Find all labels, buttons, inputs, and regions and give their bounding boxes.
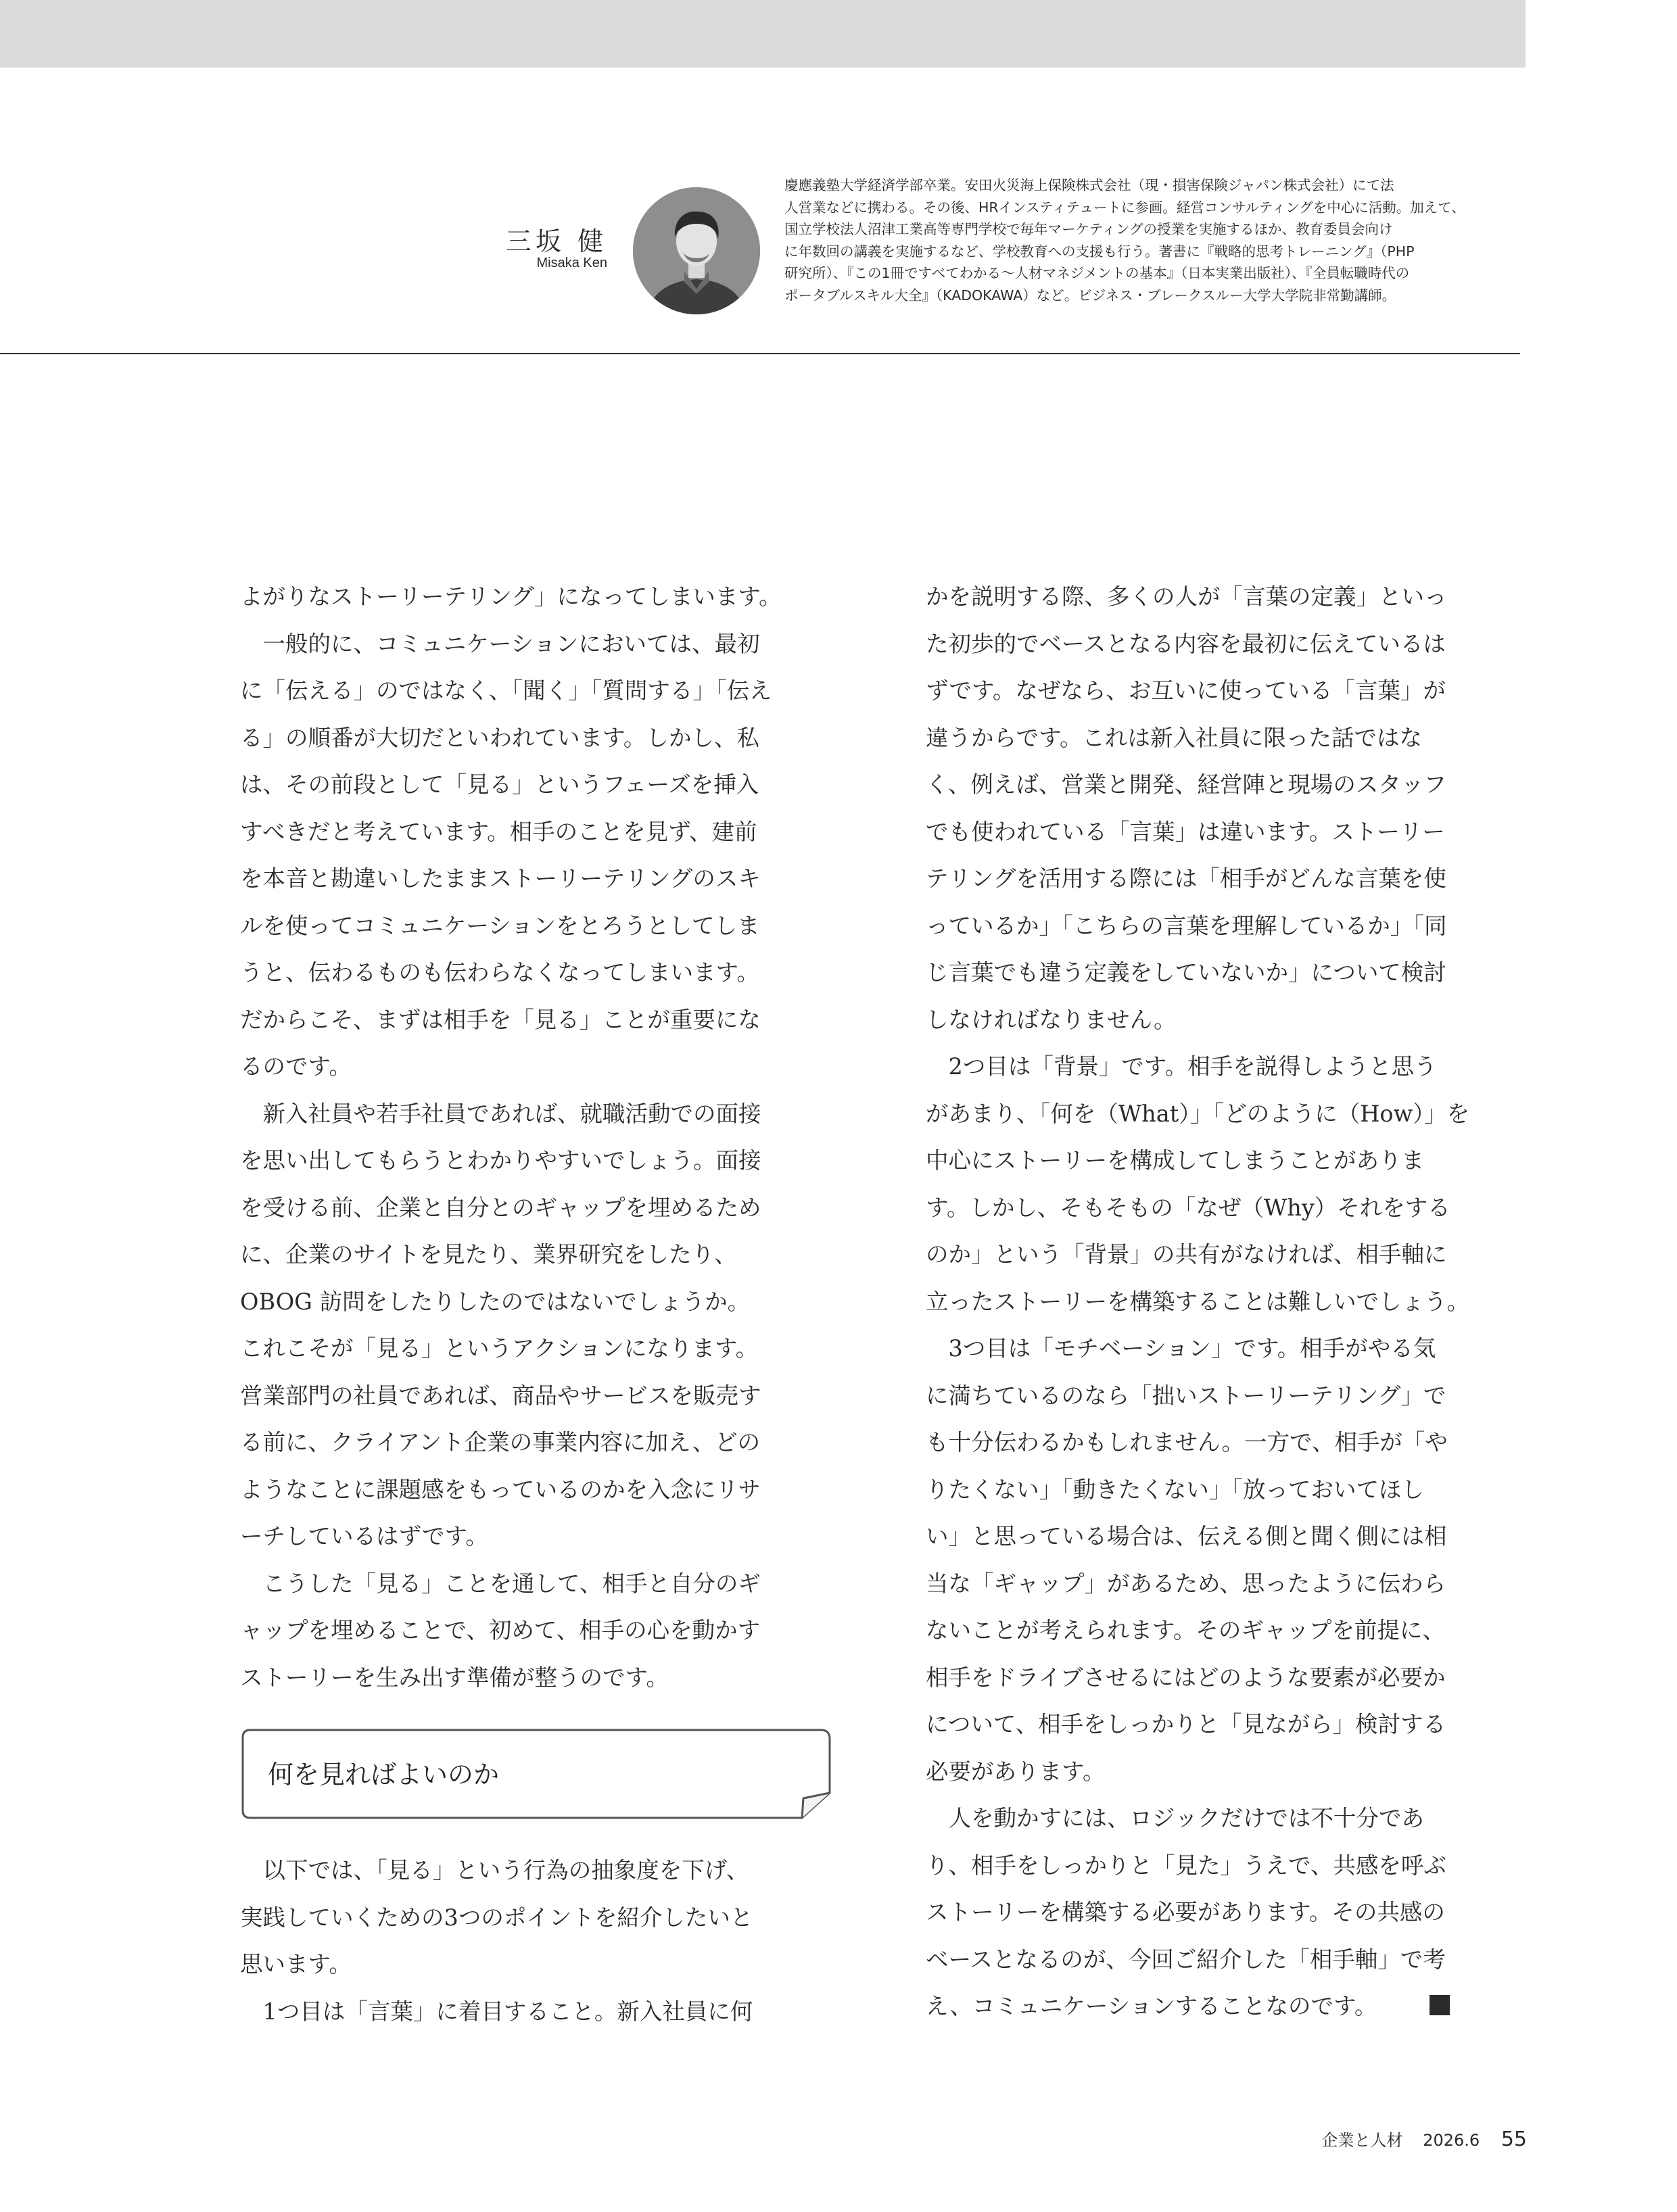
text-line: があまり、「何を（What）」「どのように（How）」を	[926, 1100, 1469, 1127]
magazine-title: 企業と人材	[1321, 2131, 1403, 2150]
text-line: は、その前段として「見る」というフェーズを挿入	[240, 771, 759, 798]
text-line: これこそが「見る」というアクションになります。	[240, 1335, 759, 1362]
text-line: に満ちているのなら「拙いストーリーテリング」で	[926, 1382, 1446, 1409]
text-line: 立ったストーリーを構築することは難しいでしょう。	[926, 1288, 1469, 1315]
text-line: じ言葉でも違う定義をしていないか」について検討	[926, 959, 1446, 986]
page-number: 55	[1501, 2127, 1527, 2151]
divider-rule	[0, 353, 1520, 354]
section-heading-box	[241, 1728, 832, 1820]
text-line: 営業部門の社員であれば、商品やサービスを販売す	[240, 1382, 761, 1409]
text-line: す。しかし、そもそもの「なぜ（Why）それをする	[926, 1194, 1450, 1221]
text-line: り、相手をしっかりと「見た」うえで、共感を呼ぶ	[926, 1852, 1446, 1879]
text-line: かを説明する際、多くの人が「言葉の定義」といっ	[926, 583, 1447, 610]
text-line: るのです。	[240, 1053, 352, 1080]
text-line: を本音と勘違いしたままストーリーテリングのスキ	[240, 865, 761, 892]
bio-line: 慶應義塾大学経済学部卒業。安田火災海上保険株式会社（現・損害保険ジャパン株式会社）にて法	[784, 177, 1394, 193]
text-line: た初歩的でベースとなる内容を最初に伝えているは	[926, 630, 1446, 657]
text-line: よがりなストーリーテリング」になってしまいます。	[240, 583, 782, 610]
text-line: について、相手をしっかりと「見ながら」検討する	[926, 1711, 1446, 1737]
text-line: 以下では、「見る」という行為の抽象度を下げ、	[240, 1857, 749, 1883]
text-line: うと、伝わるものも伝わらなくなってしまいます。	[240, 959, 759, 986]
text-line: に「伝える」のではなく、「聞く」「質問する」「伝え	[240, 677, 772, 704]
bio-line: ポータブルスキル大全』（KADOKAWA）など。ビジネス・ブレークスルー大学大学院非常勤講師。	[784, 287, 1396, 304]
text-line: ずです。なぜなら、お互いに使っている「言葉」が	[926, 677, 1446, 704]
text-line: 新入社員や若手社員であれば、就職活動での面接	[240, 1100, 761, 1127]
bio-line: 人営業などに携わる。その後、HRインスティテュートに参画。経営コンサルティングを中心に活動。加えて、	[784, 199, 1465, 216]
text-line: OBOG 訪問をしたりしたのではないでしょうか。	[240, 1288, 751, 1315]
text-line: 当な「ギャップ」があるため、思ったように伝わら	[926, 1570, 1446, 1597]
text-line: っているか」「こちらの言葉を理解しているか」「同	[926, 912, 1447, 939]
text-line: りたくない」「動きたくない」「放っておいてほし	[926, 1476, 1424, 1503]
final-text: え、コミュニケーションすることなのです。	[926, 1993, 1377, 2019]
text-line: 2つ目は「背景」です。相手を説得しようと思う	[926, 1053, 1437, 1080]
text-line: に、企業のサイトを見たり、業界研究をしたり、	[240, 1241, 737, 1268]
text-line: こうした「見る」ことを通して、相手と自分のギ	[240, 1570, 761, 1597]
text-line: だからこそ、まずは相手を「見る」ことが重要にな	[240, 1006, 761, 1033]
bio-line: 国立学校法人沼津工業高等専門学校で毎年マーケティングの授業を実施するほか、教育委員会向け	[784, 221, 1393, 237]
author-photo	[633, 187, 760, 314]
end-mark-square	[1430, 1995, 1450, 2015]
text-line: 人を動かすには、ロジックだけでは不十分であ	[926, 1805, 1424, 1831]
text-line: テリングを活用する際には「相手がどんな言葉を使	[926, 865, 1446, 892]
page-footer	[1322, 2127, 1527, 2151]
text-line: も十分伝わるかもしれません。一方で、相手が「や	[926, 1429, 1448, 1456]
text-line: ベースとなるのが、今回ご紹介した「相手軸」で考	[926, 1946, 1446, 1973]
body-column-left	[240, 573, 832, 1701]
text-line: い」と思っている場合は、伝える側と聞く側には相	[926, 1523, 1447, 1549]
text-line: すべきだと考えています。相手のことを見ず、建前	[240, 818, 757, 845]
text-line: 1つ目は「言葉」に着目すること。新入社員に何	[240, 1998, 753, 2025]
text-line: ルを使ってコミュニケーションをとろうとしてしま	[240, 912, 760, 939]
section-heading: 何を見ればよいのか	[268, 1760, 500, 1789]
text-line: 必要があります。	[926, 1758, 1106, 1785]
text-line-final	[926, 1983, 1517, 2030]
text-line: ャップを埋めることで、初めて、相手の心を動かす	[240, 1617, 761, 1643]
text-line: ーチしているはずです。	[240, 1523, 488, 1549]
text-line: でも使われている「言葉」は違います。ストーリー	[926, 818, 1445, 845]
text-line: しなければなりません。	[926, 1006, 1177, 1033]
text-line: 実践していくための3つのポイントを紹介したいと	[240, 1904, 753, 1931]
text-line: ストーリーを生み出す準備が整うのです。	[240, 1664, 669, 1691]
text-line: 3つ目は「モチベーション」です。相手がやる気	[926, 1335, 1436, 1362]
issue-date: 2026.6	[1423, 2131, 1480, 2150]
body-column-left-continued	[240, 1847, 832, 2035]
text-line: 中心にストーリーを構成してしまうことがありま	[926, 1147, 1424, 1174]
text-line: く、例えば、営業と開発、経営陣と現場のスタッフ	[926, 771, 1446, 798]
text-line: を受ける前、企業と自分とのギャップを埋めるため	[240, 1194, 761, 1221]
text-line: 思います。	[240, 1951, 352, 1977]
author-name-ja: 三坂 健	[505, 226, 607, 256]
text-line: ないことが考えられます。そのギャップを前提に、	[926, 1617, 1445, 1643]
text-line: 違うからです。これは新入社員に限った話ではな	[926, 724, 1422, 751]
text-line: る前に、クライアント企業の事業内容に加え、どの	[240, 1429, 761, 1456]
author-bio	[784, 174, 1521, 306]
text-line: を思い出してもらうとわかりやすいでしょう。面接	[240, 1147, 761, 1174]
text-line: のか」という「背景」の共有がなければ、相手軸に	[926, 1241, 1447, 1268]
text-line: 一般的に、コミュニケーションにおいては、最初	[240, 630, 760, 657]
bio-line: 研究所）、『この1冊ですべてわかる〜人材マネジメントの基本』（日本実業出版社）、『全員転職時代の	[784, 265, 1410, 281]
text-line: る」の順番が大切だといわれています。しかし、私	[240, 724, 759, 751]
text-line: ようなことに課題感をもっているのかを入念にリサ	[240, 1476, 761, 1503]
text-line: 相手をドライブさせるにはどのような要素が必要か	[926, 1664, 1446, 1691]
header-band	[0, 0, 1526, 68]
bio-line: に年数回の講義を実施するなど、学校教育への支援も行う。著書に『戦略的思考トレーニング』（PHP	[784, 243, 1415, 260]
text-line: ストーリーを構築する必要があります。その共感の	[926, 1899, 1445, 1925]
author-name-en: Misaka Ken	[536, 256, 607, 270]
body-column-right	[926, 573, 1517, 2030]
